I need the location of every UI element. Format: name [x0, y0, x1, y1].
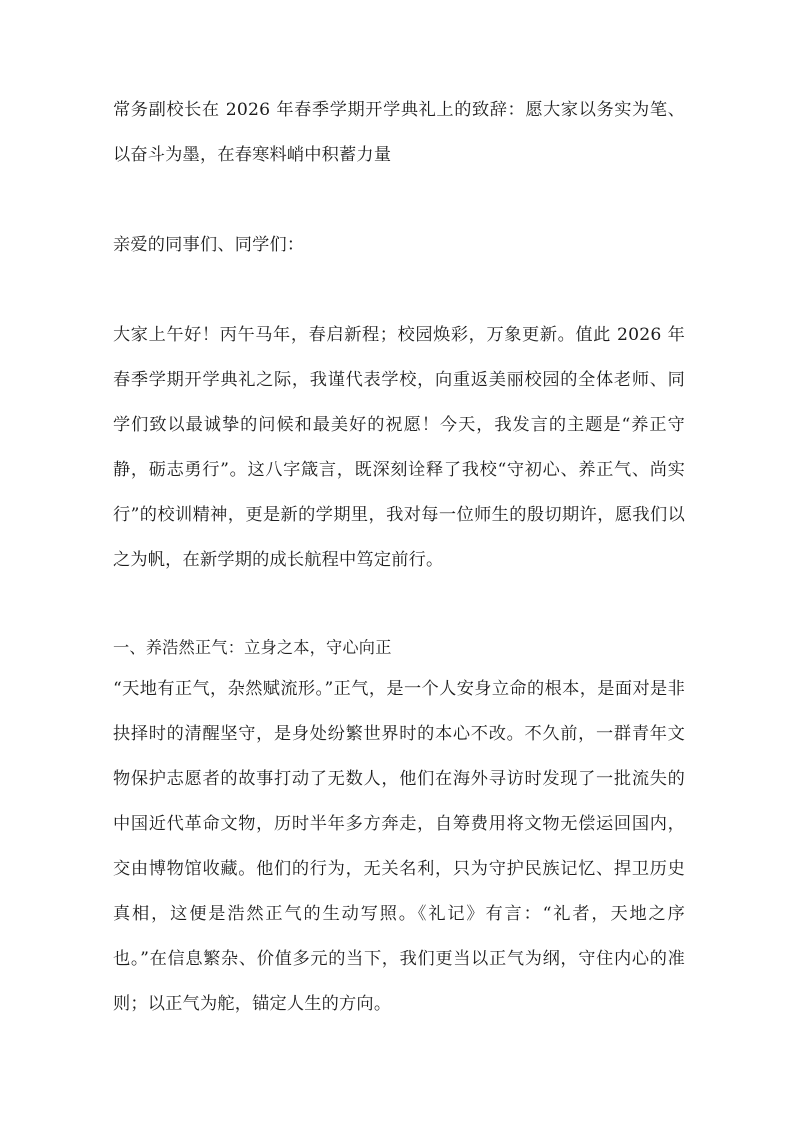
lead-paragraph: 大家上午好！丙午马年，春启新程；校园焕彩，万象更新。值此 2026 年春季学期开学典礼之际，我谨代表学校，向重返美丽校园的全体老师、同学们致以最诚挚的问候和最美好的祝愿！今天，我发言的主题是“养正守静，砺志勇行”。这八字箴言，既深刻诠释了我校“守初心、养正气、尚实行”的校训精神，更是新的学期里，我对每一位师生的殷切期许，愿我们以之为帆，在新学期的成长航程中笃定前行。: [113, 325, 685, 570]
document-title-paragraph: 常务副校长在 2026 年春季学期开学典礼上的致辞：愿大家以务实为笔、以奋斗为墨，在春寒料峭中积蓄力量: [113, 100, 685, 165]
salutation-line: 亲爱的同事们、同学们：: [113, 235, 305, 255]
document-text-body: [113, 88, 685, 1027]
section-body-1: “天地有正气，杂然赋流形。”正气，是一个人安身立命的根本，是面对是非抉择时的清醒坚守，是身处纷繁世界时的本心不改。不久前，一群青年文物保护志愿者的故事打动了无数人，他们在海外寻访时发现了一批流失的中国近代革命文物，历时半年多方奔走，自筹费用将文物无偿运回国内，交由博物馆收藏。他们的行为，无关名利，只为守护民族记忆、捍卫历史真相，这便是浩然正气的生动写照。《礼记》有言：“礼者，天地之序也。”在信息繁杂、价值多元的当下，我们更当以正气为纲，守住内心的准则；以正气为舵，锚定人生的方向。: [113, 679, 685, 1014]
section-heading-1: 一、养浩然正气：立身之本，守心向正: [113, 638, 392, 657]
